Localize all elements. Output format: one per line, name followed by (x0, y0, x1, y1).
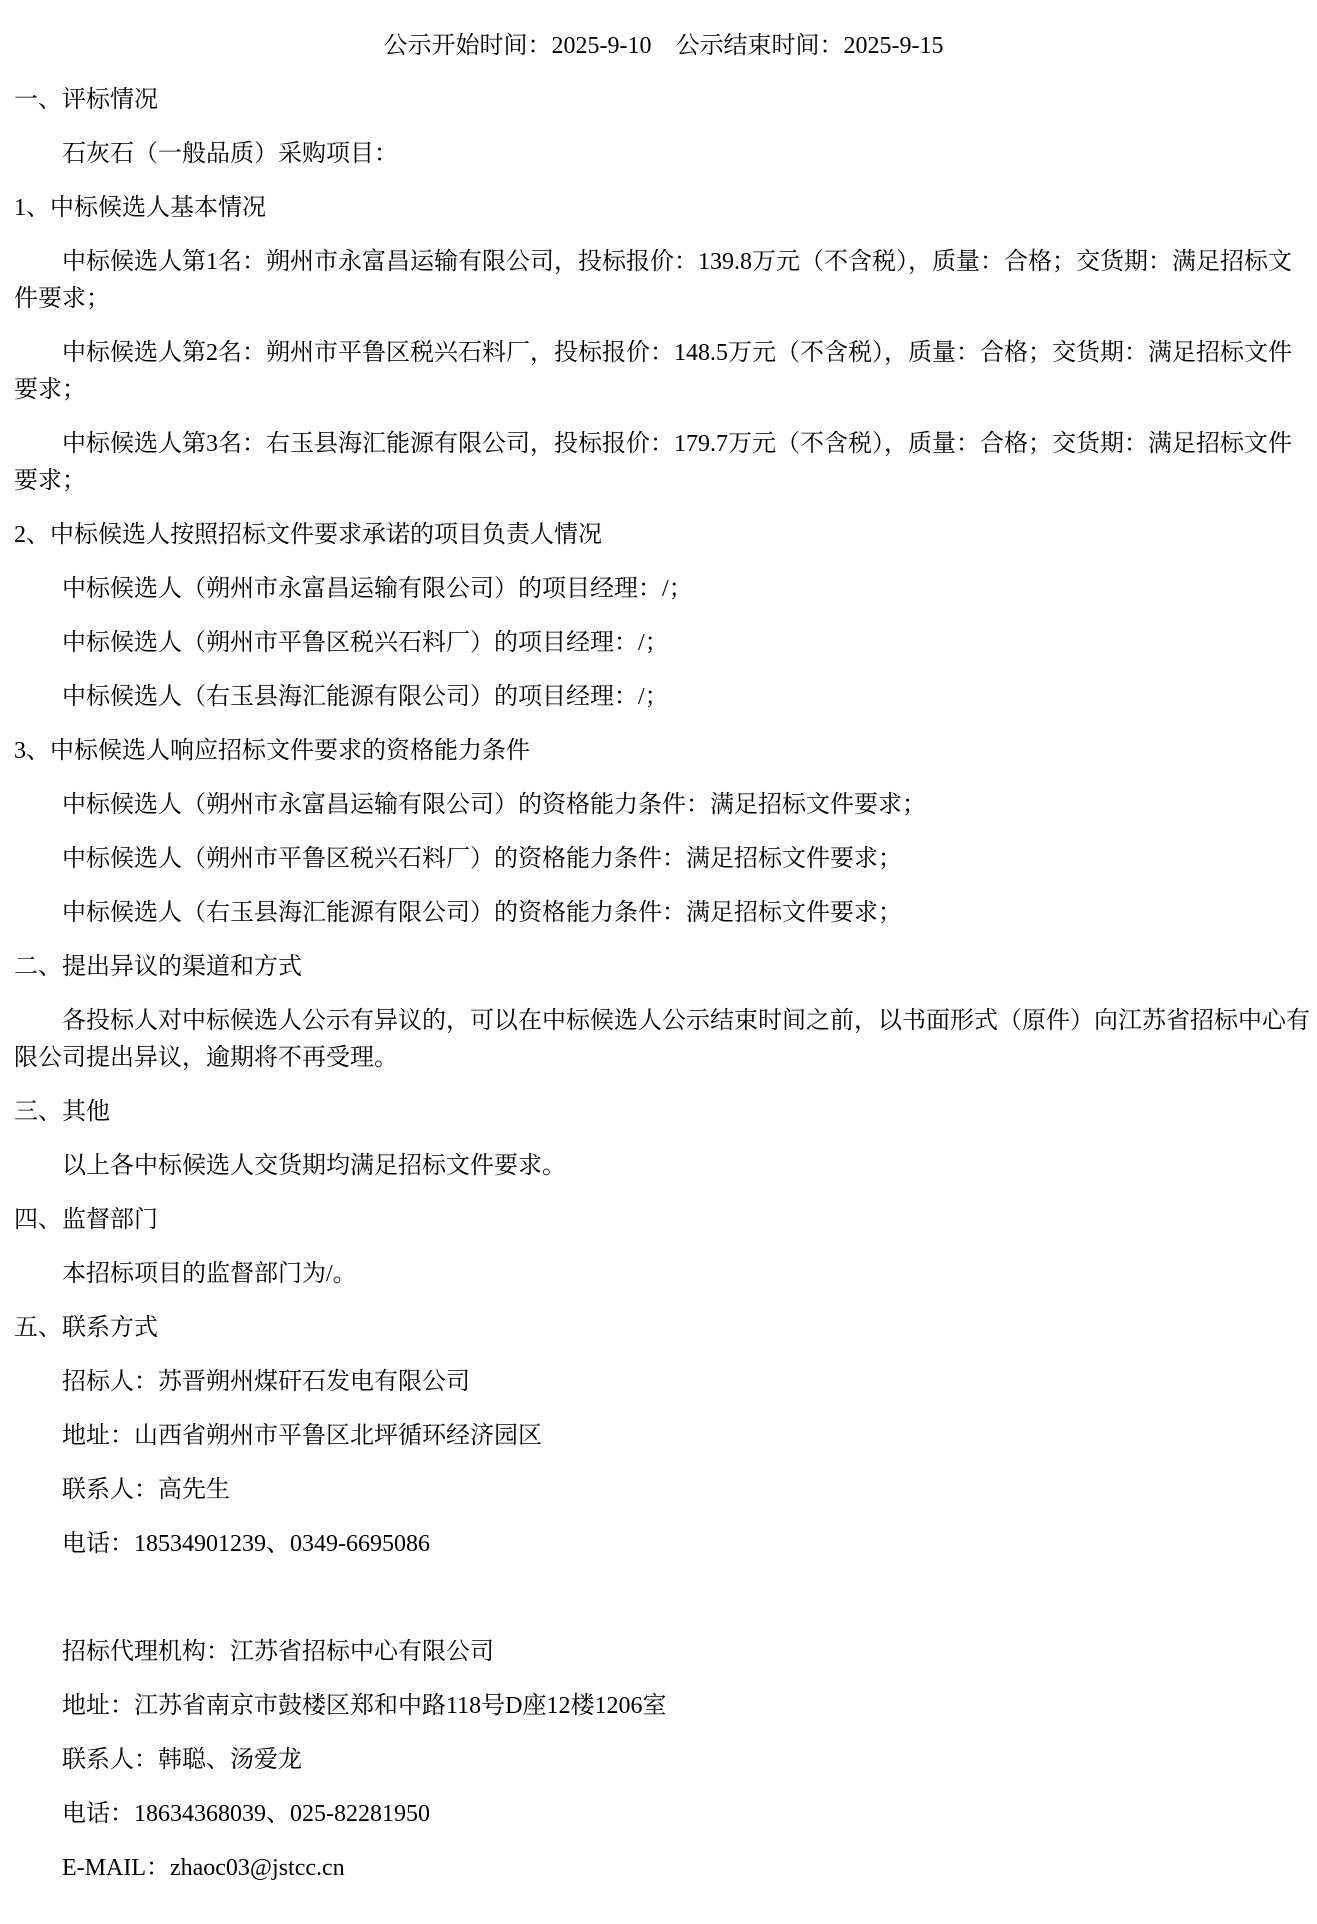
tenderee-contact-line: 联系人：高先生 (62, 1477, 230, 1503)
supervision-dept-line: 本招标项目的监督部门为/。 (62, 1261, 357, 1287)
objection-channel-line: 各投标人对中标候选人公示有异议的，可以在中标候选人公示结束时间之前，以书面形式（原件）向江苏省招标中心有限公司提出异议，逾期将不再受理。 (14, 1008, 1310, 1071)
section-1-heading: 一、评标情况 (14, 87, 158, 113)
tenderee-phone-line: 电话：18534901239、0349-6695086 (62, 1531, 430, 1557)
qualification-3-line: 中标候选人（右玉县海汇能源有限公司）的资格能力条件：满足招标文件要求； (62, 900, 902, 926)
project-manager-1-line: 中标候选人（朔州市永富昌运输有限公司）的项目经理：/； (62, 576, 693, 602)
qualification-1-line: 中标候选人（朔州市永富昌运输有限公司）的资格能力条件：满足招标文件要求； (62, 792, 926, 818)
candidate-1-line: 中标候选人第1名：朔州市永富昌运输有限公司，投标报价：139.8万元（不含税），质量：合格；交货期：满足招标文件要求； (14, 249, 1292, 312)
tenderee-line: 招标人：苏晋朔州煤矸石发电有限公司 (62, 1369, 470, 1395)
qualification-2-line: 中标候选人（朔州市平鲁区税兴石料厂）的资格能力条件：满足招标文件要求； (62, 846, 902, 872)
tenderee-address-line: 地址：山西省朔州市平鲁区北坪循环经济园区 (62, 1423, 542, 1449)
agency-line: 招标代理机构：江苏省招标中心有限公司 (62, 1639, 494, 1665)
subsection-3-heading: 3、中标候选人响应招标文件要求的资格能力条件 (14, 738, 530, 764)
agency-email-line: E-MAIL：zhaoc03@jstcc.cn (62, 1855, 345, 1881)
project-manager-2-line: 中标候选人（朔州市平鲁区税兴石料厂）的项目经理：/； (62, 630, 669, 656)
agency-phone-line: 电话：18634368039、025-82281950 (62, 1801, 430, 1827)
agency-address-line: 地址：江苏省南京市鼓楼区郑和中路118号D座12楼1206室 (62, 1693, 667, 1719)
section-3-heading: 三、其他 (14, 1099, 110, 1125)
project-name-line: 石灰石（一般品质）采购项目： (62, 141, 398, 167)
publicity-times-line: 公示开始时间：2025-9-10 公示结束时间：2025-9-15 (383, 33, 944, 59)
section-4-heading: 四、监督部门 (14, 1207, 158, 1233)
subsection-1-heading: 1、中标候选人基本情况 (14, 195, 266, 221)
subsection-2-heading: 2、中标候选人按照招标文件要求承诺的项目负责人情况 (14, 522, 602, 548)
other-note-line: 以上各中标候选人交货期均满足招标文件要求。 (62, 1153, 566, 1179)
blank-line (14, 1580, 1313, 1617)
section-2-heading: 二、提出异议的渠道和方式 (14, 954, 302, 980)
agency-contact-line: 联系人：韩聪、汤爱龙 (62, 1747, 302, 1773)
candidate-3-line: 中标候选人第3名：右玉县海汇能源有限公司，投标报价：179.7万元（不含税），质量：合格；交货期：满足招标文件要求； (14, 431, 1292, 494)
candidate-2-line: 中标候选人第2名：朔州市平鲁区税兴石料厂，投标报价：148.5万元（不含税），质量：合格；交货期：满足招标文件要求； (14, 340, 1292, 403)
project-manager-3-line: 中标候选人（右玉县海汇能源有限公司）的项目经理：/； (62, 684, 669, 710)
section-5-heading: 五、联系方式 (14, 1315, 158, 1341)
